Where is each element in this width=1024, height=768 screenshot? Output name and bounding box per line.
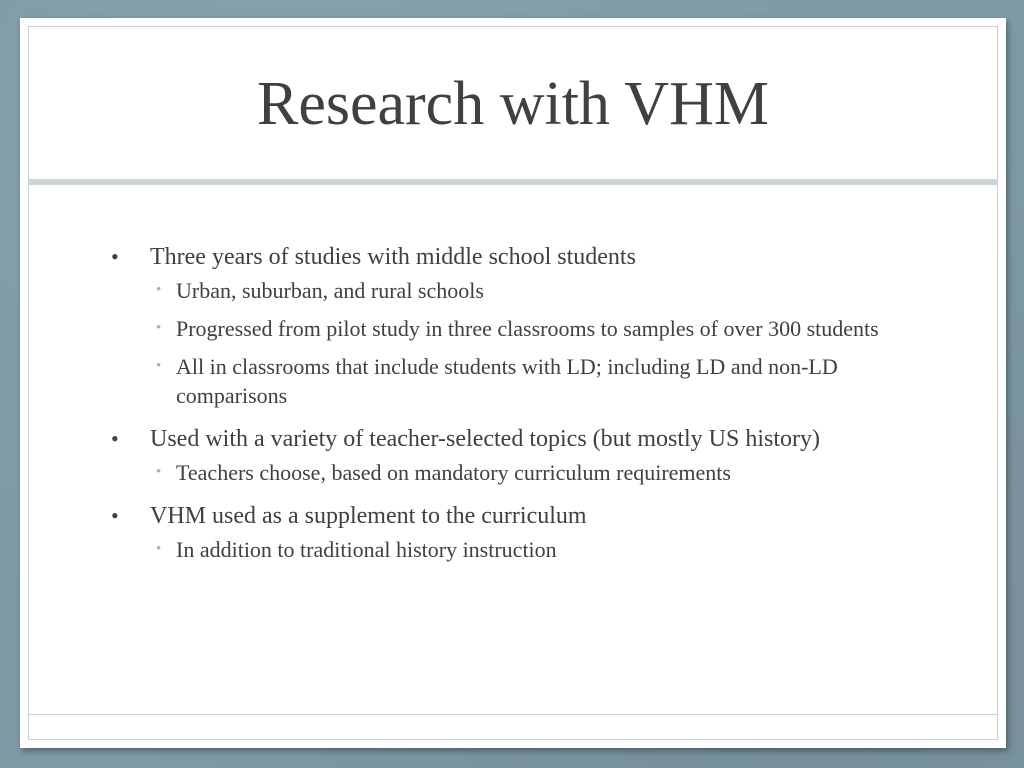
sub-bullet-icon: • [156,541,162,557]
sub-bullet-text: In addition to traditional history instruction [176,537,557,562]
sub-bullet-text: Progressed from pilot study in three classrooms to samples of over 300 students [176,316,879,341]
bullet-item [108,501,918,564]
sub-bullet-icon: • [156,282,162,298]
bullet-text: Three years of studies with middle school students [150,244,636,270]
bullet-text: VHM used as a supplement to the curriculum [150,503,587,529]
sub-bullet-item [150,535,918,564]
sub-bullet-list [150,458,918,487]
footer-divider [28,714,998,715]
sub-bullet-item [150,352,918,410]
bullet-item [108,424,918,487]
sub-bullet-list [150,535,918,564]
bullet-text: Used with a variety of teacher-selected topics (but mostly US history) [150,426,821,452]
sub-bullet-icon: • [156,358,162,374]
sub-bullet-list [150,276,918,410]
sub-bullet-text: Teachers choose, based on mandatory curriculum requirements [176,460,731,485]
sub-bullet-item [150,458,918,487]
slide-content [108,242,918,578]
sub-bullet-item [150,276,918,305]
bullet-icon: • [111,244,119,269]
sub-bullet-icon: • [156,320,162,336]
bullet-list [108,242,918,564]
sub-bullet-text: Urban, suburban, and rural schools [176,278,484,303]
slide-title: Research with VHM [257,70,769,138]
bullet-icon: • [111,426,119,451]
slide [20,18,1006,748]
title-divider [28,179,998,185]
bullet-item [108,242,918,410]
sub-bullet-icon: • [156,464,162,480]
sub-bullet-item [150,314,918,343]
bullet-icon: • [111,503,119,528]
sub-bullet-text: All in classrooms that include students with LD; including LD and non-LD comparisons [176,354,838,408]
